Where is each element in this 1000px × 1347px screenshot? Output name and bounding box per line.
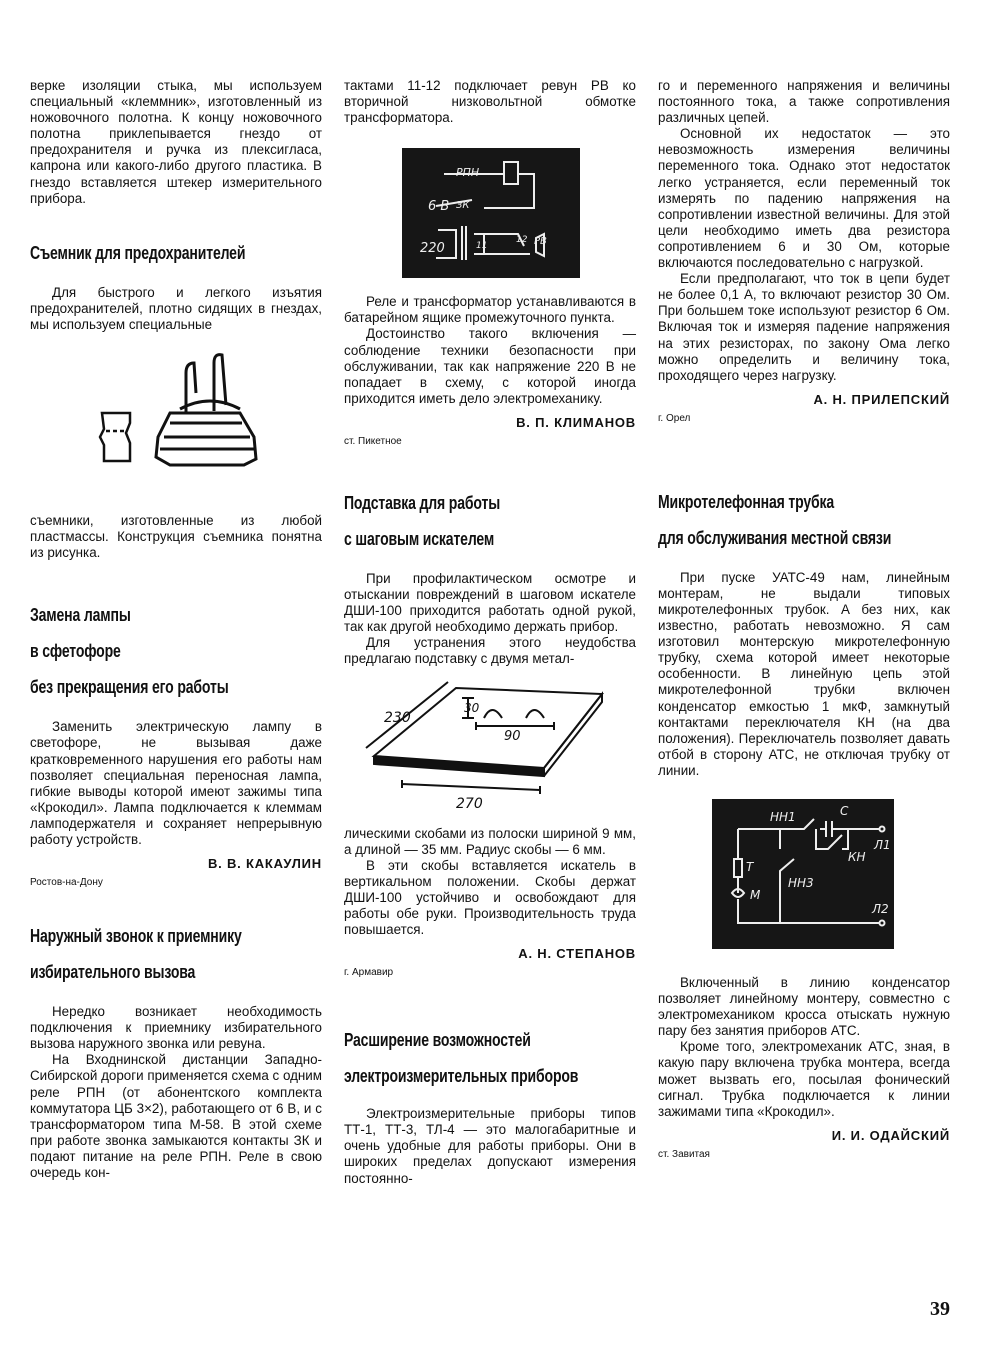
handset-paragraph-1: При пуске УАТС-49 нам, линейным монтерам, не выдали типовых микротелефонных трубок. А без них, как известно, работать невозможно. Я сам изготовил монтерскую микротелефонную трубку, схема которой имеет некоторые особенности. В линейную цепь этой микротелефонной трубки включен конденсатор емкостью 1 мкФ, замкнутый контактами переключателя КН (на два положения). Переключатель позволяет давать отбой в сторону АТС, не отключая трубку от линии. — [658, 569, 950, 778]
outdoor-bell-paragraph-1: Нередко возникает необходимость подключения к приемнику избирательного вызова наружного звонка или ревуна. — [30, 1004, 322, 1052]
relay-schematic-figure — [344, 148, 636, 278]
fuse-cap-drawing — [100, 413, 130, 461]
instruments-paragraph-2: Основной их недостаток — это невозможность измерения величины переменного тока. Однако этот недостаток легко устраняется, если переменный ток измерять по падению напряжения на сопротивлении известной величины. Для этой цели необходимо иметь два резистора сопротивлением 6 и 30 Ом, которые включаются последовательно с нагрузкой. — [658, 126, 950, 271]
instruments-title-line-1: Расширение возможностей — [344, 1030, 531, 1051]
stand-drawing-figure — [344, 668, 636, 818]
stand-author: А. Н. СТЕПАНОВ — [518, 946, 636, 962]
outdoor-bell-title-line-1: Наружный звонок к приемнику — [30, 926, 242, 947]
dim-30-label: 30 — [464, 700, 480, 715]
column-2 — [344, 78, 636, 1187]
outdoor-bell-paragraph-2: На Входнинской дистанции Западно-Сибирской дороги применяется схема с одним реле РПН (от абонентского комплекта коммутатора ЦБ 3×2), работающего от 6 В, и с трансформатором типа М-58. В этой схеме при работе звонка замыкаются контакты ЗК и подают питание на реле РПН. Реле в свою очередь кон- — [30, 1052, 322, 1180]
fuse-puller-paragraph-2: съемники, изготовленные из любой пластмассы. Конструкция съемника понятна из рисунка. — [30, 513, 322, 561]
stand-paragraph-1: При профилактическом осмотре и отыскании повреждений в шаговом искателе ДШИ-100 приходится работать одной рукой, так как другой необходимо держать прибор. — [344, 570, 636, 635]
l2-label: Л2 — [872, 902, 889, 916]
instruments-title-line-2: электроизмерительных приборов — [344, 1066, 579, 1087]
dim-230-label: 230 — [384, 709, 411, 726]
relay-paragraph-1: Реле и трансформатор устанавливаются в батарейном ящике промежуточного пункта. — [344, 294, 636, 326]
contact-12-label: 12 — [516, 235, 528, 246]
fuse-puller-title: Съемник для предохранителей — [30, 242, 246, 263]
relay-place: ст. Пикетное — [344, 435, 402, 447]
zk-label: ЗК — [456, 200, 470, 212]
rpn-label: РПН — [456, 166, 480, 180]
stand-title-line-2: с шаговым искателем — [344, 528, 495, 549]
instruments-paragraph-3: Если предполагают, что ток в цепи будет не более 0,1 А, то включают резистор 30 Ом. При большем токе используют резистор 6 Ом. Включая ток и измеряя падение напряжения на этих резисторах, по закону Ома легко можно определить и величину тока, проходящего через нагрузку. — [658, 271, 950, 383]
handset-schematic-figure — [658, 799, 950, 949]
lamp-replacement-title-line-1: Замена лампы — [30, 605, 131, 626]
stand-paragraph-4: В эти скобы вставляется искатель в вертикальном положении. Скобы держат ДШИ-100 устойчиво и освобождают для работы обе руки. Производительность труда повышается. — [344, 857, 636, 938]
handset-title-line-1: Микротелефонная трубка — [658, 491, 835, 512]
instruments-paragraph-1: Электроизмерительные приборы типов ТТ-1, ТТ-3, ТЛ-4 — это малогабаритные и очень удобные для работы приборы. Они в широких пределах допускают измерения постоянно- — [344, 1106, 636, 1186]
handset-title-line-2: для обслуживания местной связи — [658, 527, 892, 548]
relay-paragraph-2: Достоинство такого включения — соблюдение техники безопасности при обслуживании, так как напряжение 220 В не попадает в схему, с которой иногда приходится иметь дело электромеханику. — [344, 326, 636, 406]
stand-paragraph-3: лическими скобами из полоски шириной 9 мм, а длиной — 35 мм. Радиус скобы — 6 мм. — [344, 825, 636, 857]
kn-label: КН — [848, 850, 866, 864]
lamp-replacement-paragraph: Заменить электрическую лампу в светофоре, не вызывая даже кратковременного нарушения его работы нам позволяет специальная переносная лампа, гибкие выводы которой имеют зажимы типа «Крокодил». Лампа подключается к клеммам ламподержателя и сохраняет непрерывную работу устройств. — [30, 719, 322, 847]
column-3 — [658, 78, 950, 1160]
c-label: С — [840, 804, 849, 818]
handset-paragraph-3: Кроме того, электромеханик АТС, зная, в какую пару включена трубка монтера, всегда может вызвать его, посылая фонический сигнал. Трубка подключается к линии зажимами типа «Крокодил». — [658, 1039, 950, 1119]
dim-270-label: 270 — [456, 795, 483, 812]
six-volt-label: 6 В — [428, 199, 450, 215]
relay-author: В. П. КЛИМАНОВ — [516, 414, 636, 430]
m-label: М — [750, 888, 761, 902]
l1-label: Л1 — [874, 838, 891, 852]
fuse-puller-figure — [30, 333, 322, 513]
nn1-label: НН1 — [770, 810, 796, 824]
t-label: Т — [746, 860, 754, 874]
v220-label: 220 — [420, 241, 445, 257]
handset-paragraph-2: Включенный в линию конденсатор позволяет линейному монтеру, совместно с электромехаником кросса отыскать нужную пару без занятия приборов АТС. — [658, 975, 950, 1039]
stand-title-line-1: Подставка для работы — [344, 492, 501, 513]
page-number: 39 — [930, 1298, 950, 1320]
stand-paragraph-2: Для устранения этого неудобства предлагаю подставку с двумя метал- — [344, 635, 636, 667]
lamp-replacement-author: В. В. КАКАУЛИН — [207, 856, 322, 872]
rv-label: РВ — [534, 236, 547, 248]
col3-intro-paragraph: го и переменного напряжения и величины постоянного тока, а также сопротивления различных цепей. — [658, 78, 950, 126]
handset-author: И. И. ОДАЙСКИЙ — [831, 1127, 950, 1143]
handset-place: ст. Завитая — [658, 1148, 710, 1160]
outdoor-bell-title-line-2: избирательного вызова — [30, 962, 196, 983]
lamp-replacement-title-line-2: в сфетофоре — [30, 641, 121, 662]
col1-intro-paragraph: верке изоляции стыка, мы используем специальный «клеммник», изготовленный из ножовочного полотна. К концу ножовочного полотна приклепывается гнездо от предохранителя и ручка из плексигласа, капрона или какого-либо другого пластика. В гнездо вставляется штекер измерительного прибора. — [30, 78, 322, 206]
dim-90-label: 90 — [504, 728, 521, 744]
col2-intro-paragraph: тактами 11-12 подключает ревун РВ ко вторичной низковольтной обмотке трансформатора. — [344, 78, 636, 126]
lamp-replacement-title-line-3: без прекращения его работы — [30, 677, 229, 698]
fuse-puller-body-drawing — [156, 355, 256, 465]
stand-place: г. Армавир — [344, 967, 394, 979]
nn3-label: НН3 — [788, 876, 814, 890]
lamp-replacement-place: Ростов-на-Дону — [30, 877, 103, 889]
contact-11-label: 11 — [476, 241, 488, 252]
column-1 — [30, 78, 322, 1181]
instruments-author: А. Н. ПРИЛЕПСКИЙ — [813, 391, 950, 407]
instruments-place: г. Орел — [658, 412, 691, 424]
fuse-puller-paragraph-1: Для быстрого и легкого изъятия предохранителей, плотно сидящих в гнездах, мы используем специальные — [30, 284, 322, 332]
